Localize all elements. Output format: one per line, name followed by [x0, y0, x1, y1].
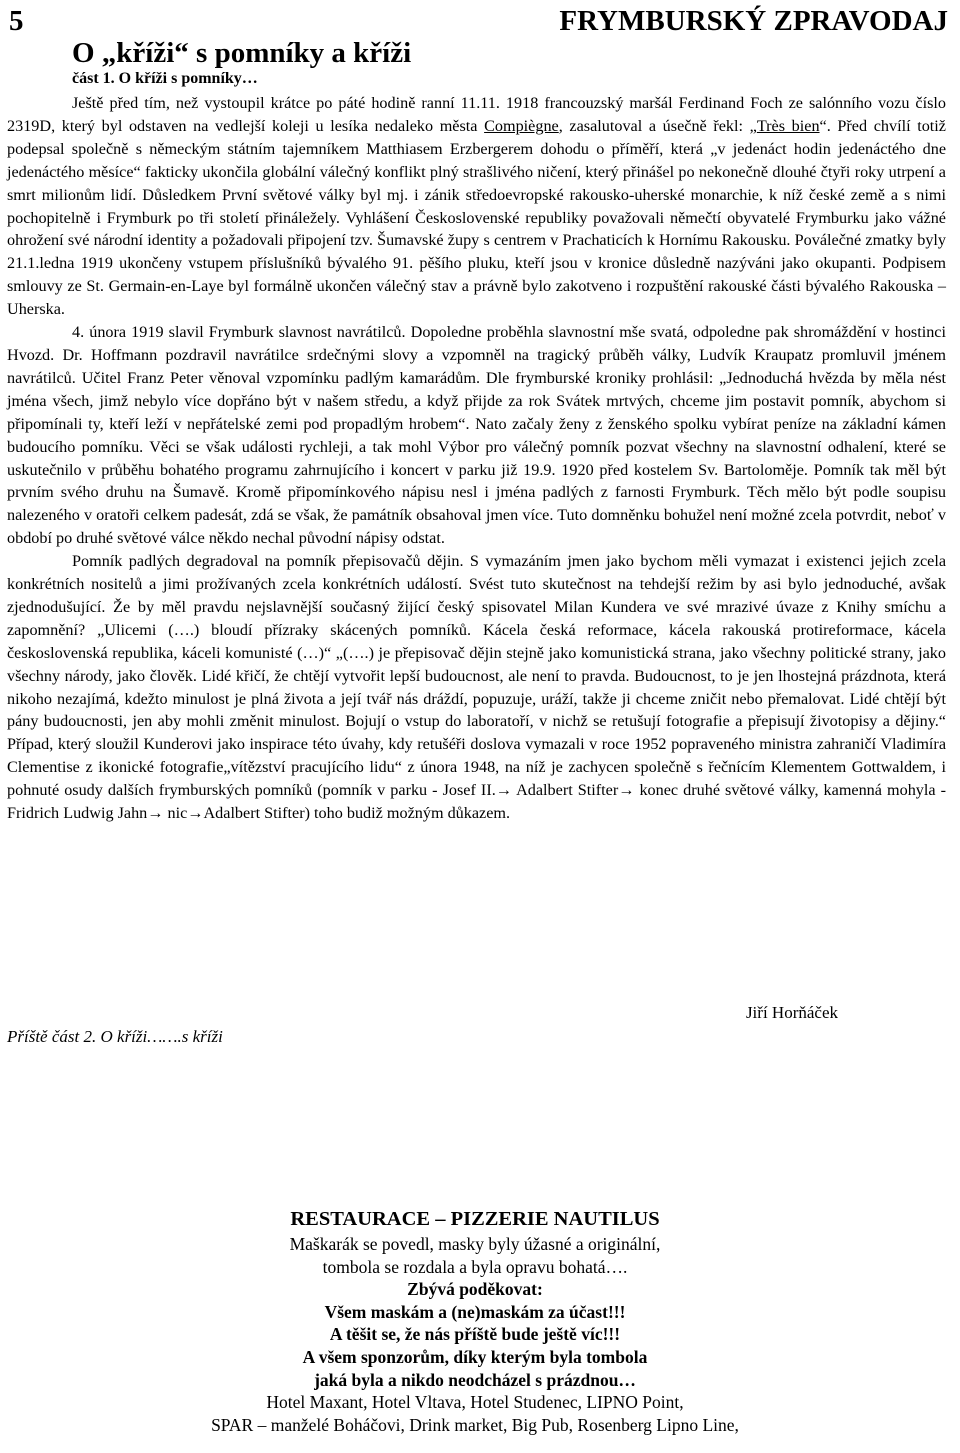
- article-body: [7, 92, 946, 825]
- advert-line-2: tombola se rozdala a byla opravu bohatá….: [322, 1256, 628, 1277]
- advert-line-7: jaká byla a nikdo neodcházel s prázdnou…: [314, 1369, 636, 1390]
- paragraph-1-text-a: Ještě před tím, než vystoupil krátce po páté hodině ranní 11.11. 1918 francouzský maršál Ferdinand Foch ze salónního vozu číslo 2319D, který byl odstaven na vedlejší koleji u lesíka nedaleko města: [7, 94, 946, 135]
- advert-line-8: Hotel Maxant, Hotel Vltava, Hotel Studenec, LIPNO Point,: [266, 1392, 684, 1413]
- advert-line-6: A všem sponzorům, díky kterým byla tombola: [302, 1346, 648, 1367]
- next-part-note: Příště část 2. O kříži…….s kříži: [7, 1027, 223, 1046]
- article-paragraph-1: [7, 92, 946, 321]
- article-paragraph-3: Pomník padlých degradoval na pomník přepisovačů dějin. S vymazáním jmen jako bychom měli vymazat i existenci jejich zcela konkrétních nositelů a jimi prožívaných zcela konkrétních událostí. Svést tuto skutečnost na tehdejší režim by asi bylo jednoduché, avšak zjednodušující. Že by měl pravdu nejslavnější současný žijící český spisovatel Milan Kundera ve své mrazivé úvaze z Knihy smíchu a zapomnění? „Ulicemi (….) bloudí přízraky skácených pomníků. Kácela česká reformace, kácela rakouská protireformace, kácela československá republika, káceli komunisté (…)“ „(….) je přepisovač dějin stejně jako komunistická strana, jako všechny politické strany, jako všechny národy, jako člověk. Lidé křičí, že chtějí vytvořit lepší budoucnost, ale není to pravda. Budoucnost, to je jen lhostejná prázdnota, která nikoho nezajímá, kdežto minulost je plná života a její tvář nás dráždí, popuzuje, uráží, takže ji chceme zničit nebo přemalovat. Lidé chtějí být pány budoucnosti, jen aby mohli změnit minulost. Bojují o vstup do laboratoří, v nichž se retušují fotografie a přepisují životopisy a dějiny.“ Případ, který sloužil Kunderovi jako inspirace této úvahy, kdy retušéři doslova vymazali v roce 1952 popraveného ministra zahraničí Vladimíra Clementise z ikonické fotografie„vítězství pracujícího lidu“ z února 1948, na níž je zachycen společně s řečnícím Klementem Gottwaldem, i pohnuté osudy dalších frymburských pomníků (pomník v parku - Josef II.→ Adalbert Stifter→ konec druhé světové války, kamenná mohyla - Fridrich Ludwig Jahn→ nic→Adalbert Stifter) toho budiž možným důkazem.: [7, 552, 946, 823]
- paragraph-1-text-c: “. Před chvílí totiž podepsal společně s německým státním tajemníkem Matthiasem Erzbergerem dohodu o příměří, která „v jedenáct hodin jedenáctého dne jedenáctého měsíce“ fakticky ukončila globální válečný konflikt plný strašlivého ničení, který přinášel po nekonečně dlouhé čtyři roky utrpení a smrt milionům lidí. Důsledkem První světové války byl mj. i zánik středoevropské rakousko-uherské monarchie, k níž české země a s nimi pochopitelně i Frymburk po tři století přináležely. Vyhlášení Československé republiky považovali němečtí obyvatelé Frymburku jako vážné ohrožení své národní identity a požadovali připojení tzv. Šumavské župy s centrem v Prachaticích k Hornímu Rakousku. Poválečné zmatky byly 21.1.ledna 1919 ukončeny vstupem příslušníků bývalého 91. pěšího pluku, kteří jsou v kronice důsledně nazýváni jako okupanti. Podpisem smlouvy ze St. Germain-en-Laye byl formálně ukončen válečný stav a právně bylo zakotveno i rozpuštění rakouské části bývalého Rakouska –Uherska.: [7, 116, 946, 319]
- advert-line-1: Maškarák se povedl, masky byly úžasné a originální,: [289, 1234, 661, 1254]
- article-paragraph-2: 4. února 1919 slavil Frymburk slavnost navrátilců. Dopoledne proběhla slavnostní mše svatá, odpoledne pak shromáždění v hostinci Hvozd. Dr. Hoffmann pozdravil navrátilce srdečnými slovy a vzpomněl na tragický průběh války, Ludvík Kraupatz promluvil jménem navrátilců. Učitel Franz Peter věnoval vzpomínku padlým kamarádům. Dle frymburské kroniky prohlásil: „Jednoduchá hvězda by měla nést jména všech, jimž nebylo více dopřáno být v našem středu, a když přijde za rok Svátek mrtvých, chceme jim postavit pomník, abychom si připomínali ty, kteří leží v nepřátelské zemi pod propadlým hrobem“. Nato začaly ženy z ženského spolku vybírat peníze na základní kámen budoucího pomníku. Věci se však události rychleji, a tak mohl Výbor pro válečný pomník pozvat všechny na slavnostní odhalení, které se uskutečnilo v průběhu bohatého programu zahrnujícího i koncert v parku již 19.9. 1920 před kostelem Sv. Bartoloměje. Pomník tak měl být prvním svého druhu na Šumavě. Kromě připomínkového nápisu nesl i jména padlých z farnosti Frymburk. Těch mělo být podle soupisu nalezeného v oratoři celkem padesát, zdá se však, že památník obsahoval jmen více. Tuto domněnku bohužel není možné zcela potvrdit, neboť v období po druhé světové válce někdo nechal původní nápisy odstat.: [7, 323, 946, 548]
- page-number: 5: [9, 5, 24, 37]
- advert-title: RESTAURACE – PIZZERIE NAUTILUS: [290, 1208, 660, 1230]
- advert-line-5: A těšit se, že nás příště bude ještě víc!!!: [329, 1324, 621, 1345]
- advert-line-9: SPAR – manželé Boháčovi, Drink market, Big Pub, Rosenberg Lipno Line,: [211, 1414, 739, 1435]
- article-title: O „kříži“ s pomníky a kříži: [72, 37, 412, 69]
- newsletter-title: FRYMBURSKÝ ZPRAVODAJ: [559, 5, 948, 37]
- paragraph-1-text-b: , zasalutoval a úsečně řekl: „: [558, 116, 757, 135]
- author-signature: Jiří Horňáček: [745, 1003, 838, 1022]
- compiegne-link[interactable]: Compiègne: [484, 116, 559, 135]
- tres-bien-link[interactable]: Très bien: [756, 116, 820, 135]
- advert-line-3: Zbývá poděkovat:: [407, 1279, 543, 1300]
- restaurant-advert: [80, 1205, 870, 1436]
- advert-line-4: Všem maskám a (ne)maskám za účast!!!: [324, 1301, 626, 1322]
- article-subtitle: část 1. O kříži s pomníky…: [72, 70, 258, 87]
